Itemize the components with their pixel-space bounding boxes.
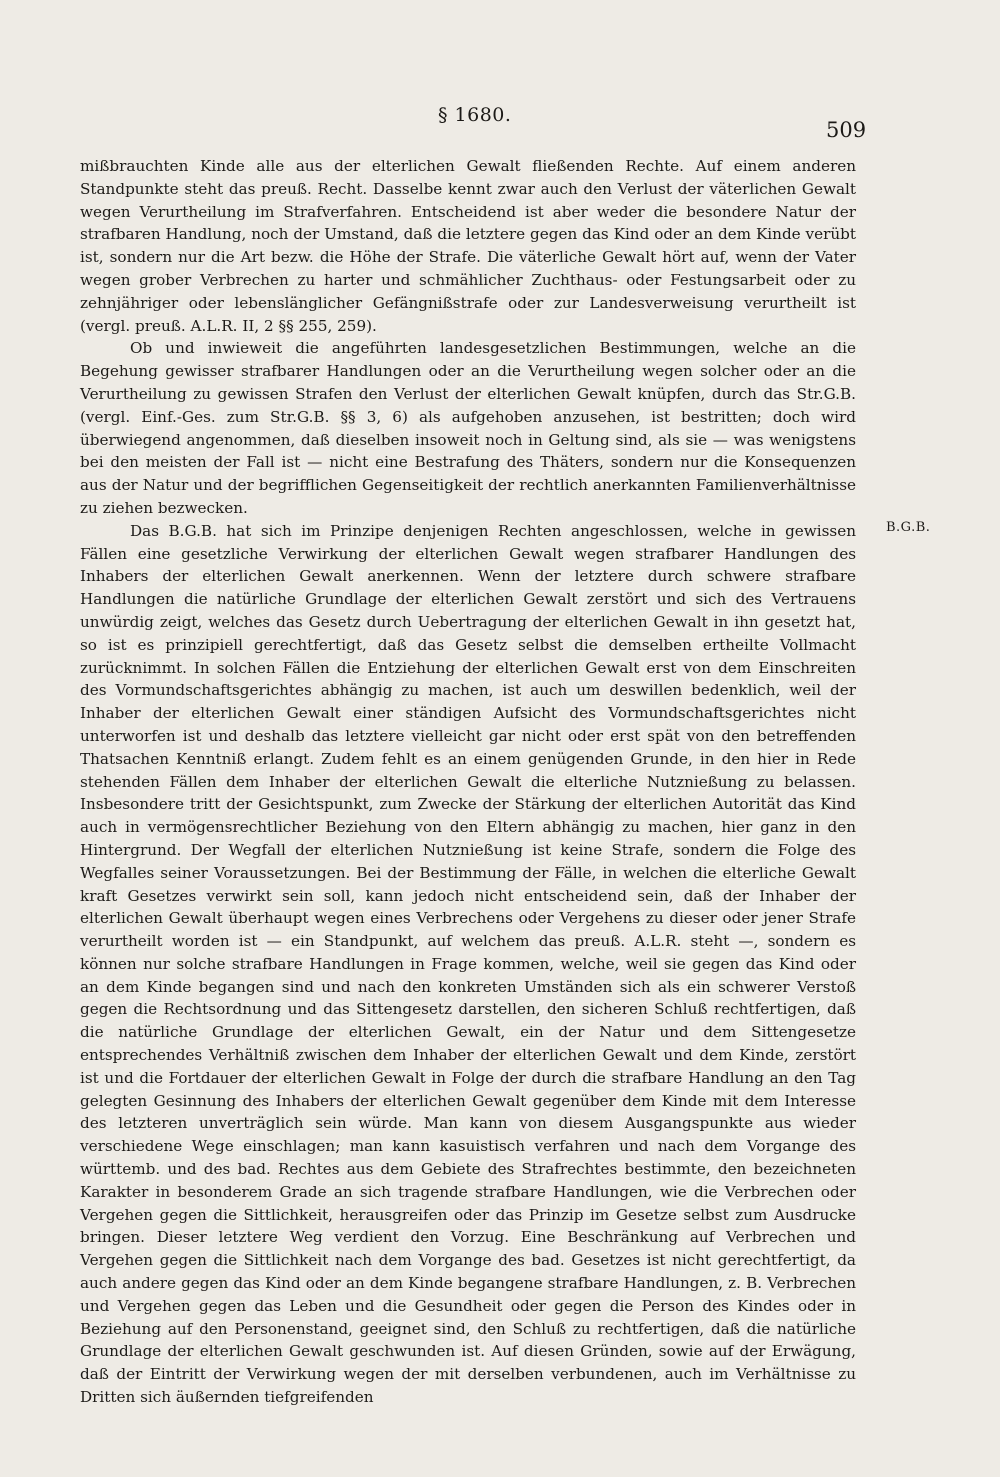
body-text xyxy=(80,155,856,1409)
page-number: 509 xyxy=(826,118,867,142)
margin-note: B.G.B. xyxy=(886,520,931,535)
paragraph-1: mißbrauchten Kinde alle aus der elterlichen Gewalt fließenden Rechte. Auf einem anderen Standpunkte steht das preuß. Recht. Dasselbe kennt zwar auch den Verlust der väterlichen Gewalt wegen Verurtheilung im Strafverfahren. Entscheidend ist aber weder die besondere Natur der strafbaren Handlung, noch der Umstand, daß die letztere gegen das Kind oder an dem Kinde verübt ist, sondern nur die Art bezw. die Höhe der Strafe. Die väterliche Gewalt hört auf, wenn der Vater wegen grober Verbrechen zu harter und schmählicher Zuchthaus- oder Festungsarbeit oder zu zehnjähriger oder lebenslänglicher Gefängnißstrafe oder zur Landesverweisung verurtheilt ist (vergl. preuß. A.L.R. II, 2 §§ 255, 259). xyxy=(80,157,856,335)
paragraph-2: Ob und inwieweit die angeführten landesgesetzlichen Bestimmungen, welche an die Begehung gewisser strafbarer Handlungen oder an die Verurtheilung wegen solcher oder an die Verurtheilung zu gewissen Strafen den Verlust der elterlichen Gewalt knüpfen, durch das Str.G.B. (vergl. Einf.-Ges. zum Str.G.B. §§ 3, 6) als aufgehoben anzusehen, ist bestritten; doch wird überwiegend angenommen, daß dieselben insoweit noch in Geltung sind, als sie — was wenigstens bei den meisten der Fall ist — nicht eine Bestrafung des Thäters, sondern nur die Konsequenzen aus der Natur und der begrifflichen Gegenseitigkeit der rechtlich anerkannten Familienverhältnisse zu ziehen bezwecken. xyxy=(80,339,856,517)
section-header: § 1680. xyxy=(438,104,512,126)
paragraph-3: Das B.G.B. hat sich im Prinzipe denjenigen Rechten angeschlossen, welche in gewissen Fällen eine gesetzliche Verwirkung der elterlichen Gewalt wegen strafbarer Handlungen des Inhabers der elterlichen Gewalt anerkennen. Wenn der letztere durch schwere strafbare Handlungen die natürliche Grundlage der elterlichen Gewalt zerstört und sich des Vertrauens unwürdig zeigt, welches das Gesetz durch Uebertragung der elterlichen Gewalt in ihn gesetzt hat, so ist es prinzipiell gerechtfertigt, daß das Gesetz selbst die demselben ertheilte Vollmacht zurücknimmt. In solchen Fällen die Entziehung der elterlichen Gewalt erst von dem Einschreiten des Vormundschaftsgerichtes abhängig zu machen, ist auch um deswillen bedenklich, weil der Inhaber der elterlichen Gewalt einer ständigen Aufsicht des Vormundschaftsgerichtes nicht unterworfen ist und deshalb das letztere vielleicht gar nicht oder erst spät von den betreffenden Thatsachen Kenntniß erlangt. Zudem fehlt es an einem genügenden Grunde, in den hier in Rede stehenden Fällen dem Inhaber der elterlichen Gewalt die elterliche Nutznießung zu belassen. Insbesondere tritt der Gesichtspunkt, zum Zwecke der Stärkung der elterlichen Autorität das Kind auch in vermögensrechtlicher Beziehung von den Eltern abhängig zu machen, hier ganz in den Hintergrund. Der Wegfall der elterlichen Nutznießung ist keine Strafe, sondern die Folge des Wegfalles seiner Voraussetzungen. Bei der Bestimmung der Fälle, in welchen die elterliche Gewalt kraft Gesetzes verwirkt sein soll, kann jedoch nicht entscheidend sein, daß der Inhaber der elterlichen Gewalt überhaupt wegen eines Verbrechens oder Vergehens zu dieser oder jener Strafe verurtheilt worden ist — ein Standpunkt, auf welchem das preuß. A.L.R. steht —, sondern es können nur solche strafbare Handlungen in Frage kommen, welche, weil sie gegen das Kind oder an dem Kinde begangen sind und nach den konkreten Umständen sich als ein schwerer Verstoß gegen die Rechtsordnung und das Sittengesetz darstellen, den sicheren Schluß rechtfertigen, daß die natürliche Grundlage der elterlichen Gewalt, ein der Natur und dem Sittengesetze entsprechendes Verhältniß zwischen dem Inhaber der elterlichen Gewalt und dem Kinde, zerstört ist und die Fortdauer der elterlichen Gewalt in Folge der durch die strafbare Handlung an den Tag gelegten Gesinnung des Inhabers der elterlichen Gewalt gegenüber dem Kinde mit dem Interesse des letzteren unverträglich sein würde. Man kann von diesem Ausgangspunkte aus wieder verschiedene Wege einschlagen; man kann kasuistisch verfahren und nach dem Vorgange des württemb. und des bad. Rechtes aus dem Gebiete des Strafrechtes bestimmte, den bezeichneten Karakter in besonderem Grade an sich tragende strafbare Handlungen, wie die Verbrechen oder Vergehen gegen die Sittlichkeit, herausgreifen oder das Prinzip im Gesetze selbst zum Ausdrucke bringen. Dieser letztere Weg verdient den Vorzug. Eine Beschränkung auf Verbrechen und Vergehen gegen die Sittlichkeit nach dem Vorgange des bad. Gesetzes ist nicht gerechtfertigt, da auch andere gegen das Kind oder an dem Kinde begangene strafbare Handlungen, z. B. Verbrechen und Vergehen gegen das Leben und die Gesundheit oder gegen die Person des Kindes oder in Beziehung auf den Personenstand, geeignet sind, den Schluß zu rechtfertigen, daß die natürliche Grundlage der elterlichen Gewalt geschwunden ist. Auf diesen Gründen, sowie auf der Erwägung, daß der Eintritt der Verwirkung wegen der mit derselben verbundenen, auch im Verhältnisse zu Dritten sich äußernden tiefgreifenden xyxy=(80,521,856,1407)
